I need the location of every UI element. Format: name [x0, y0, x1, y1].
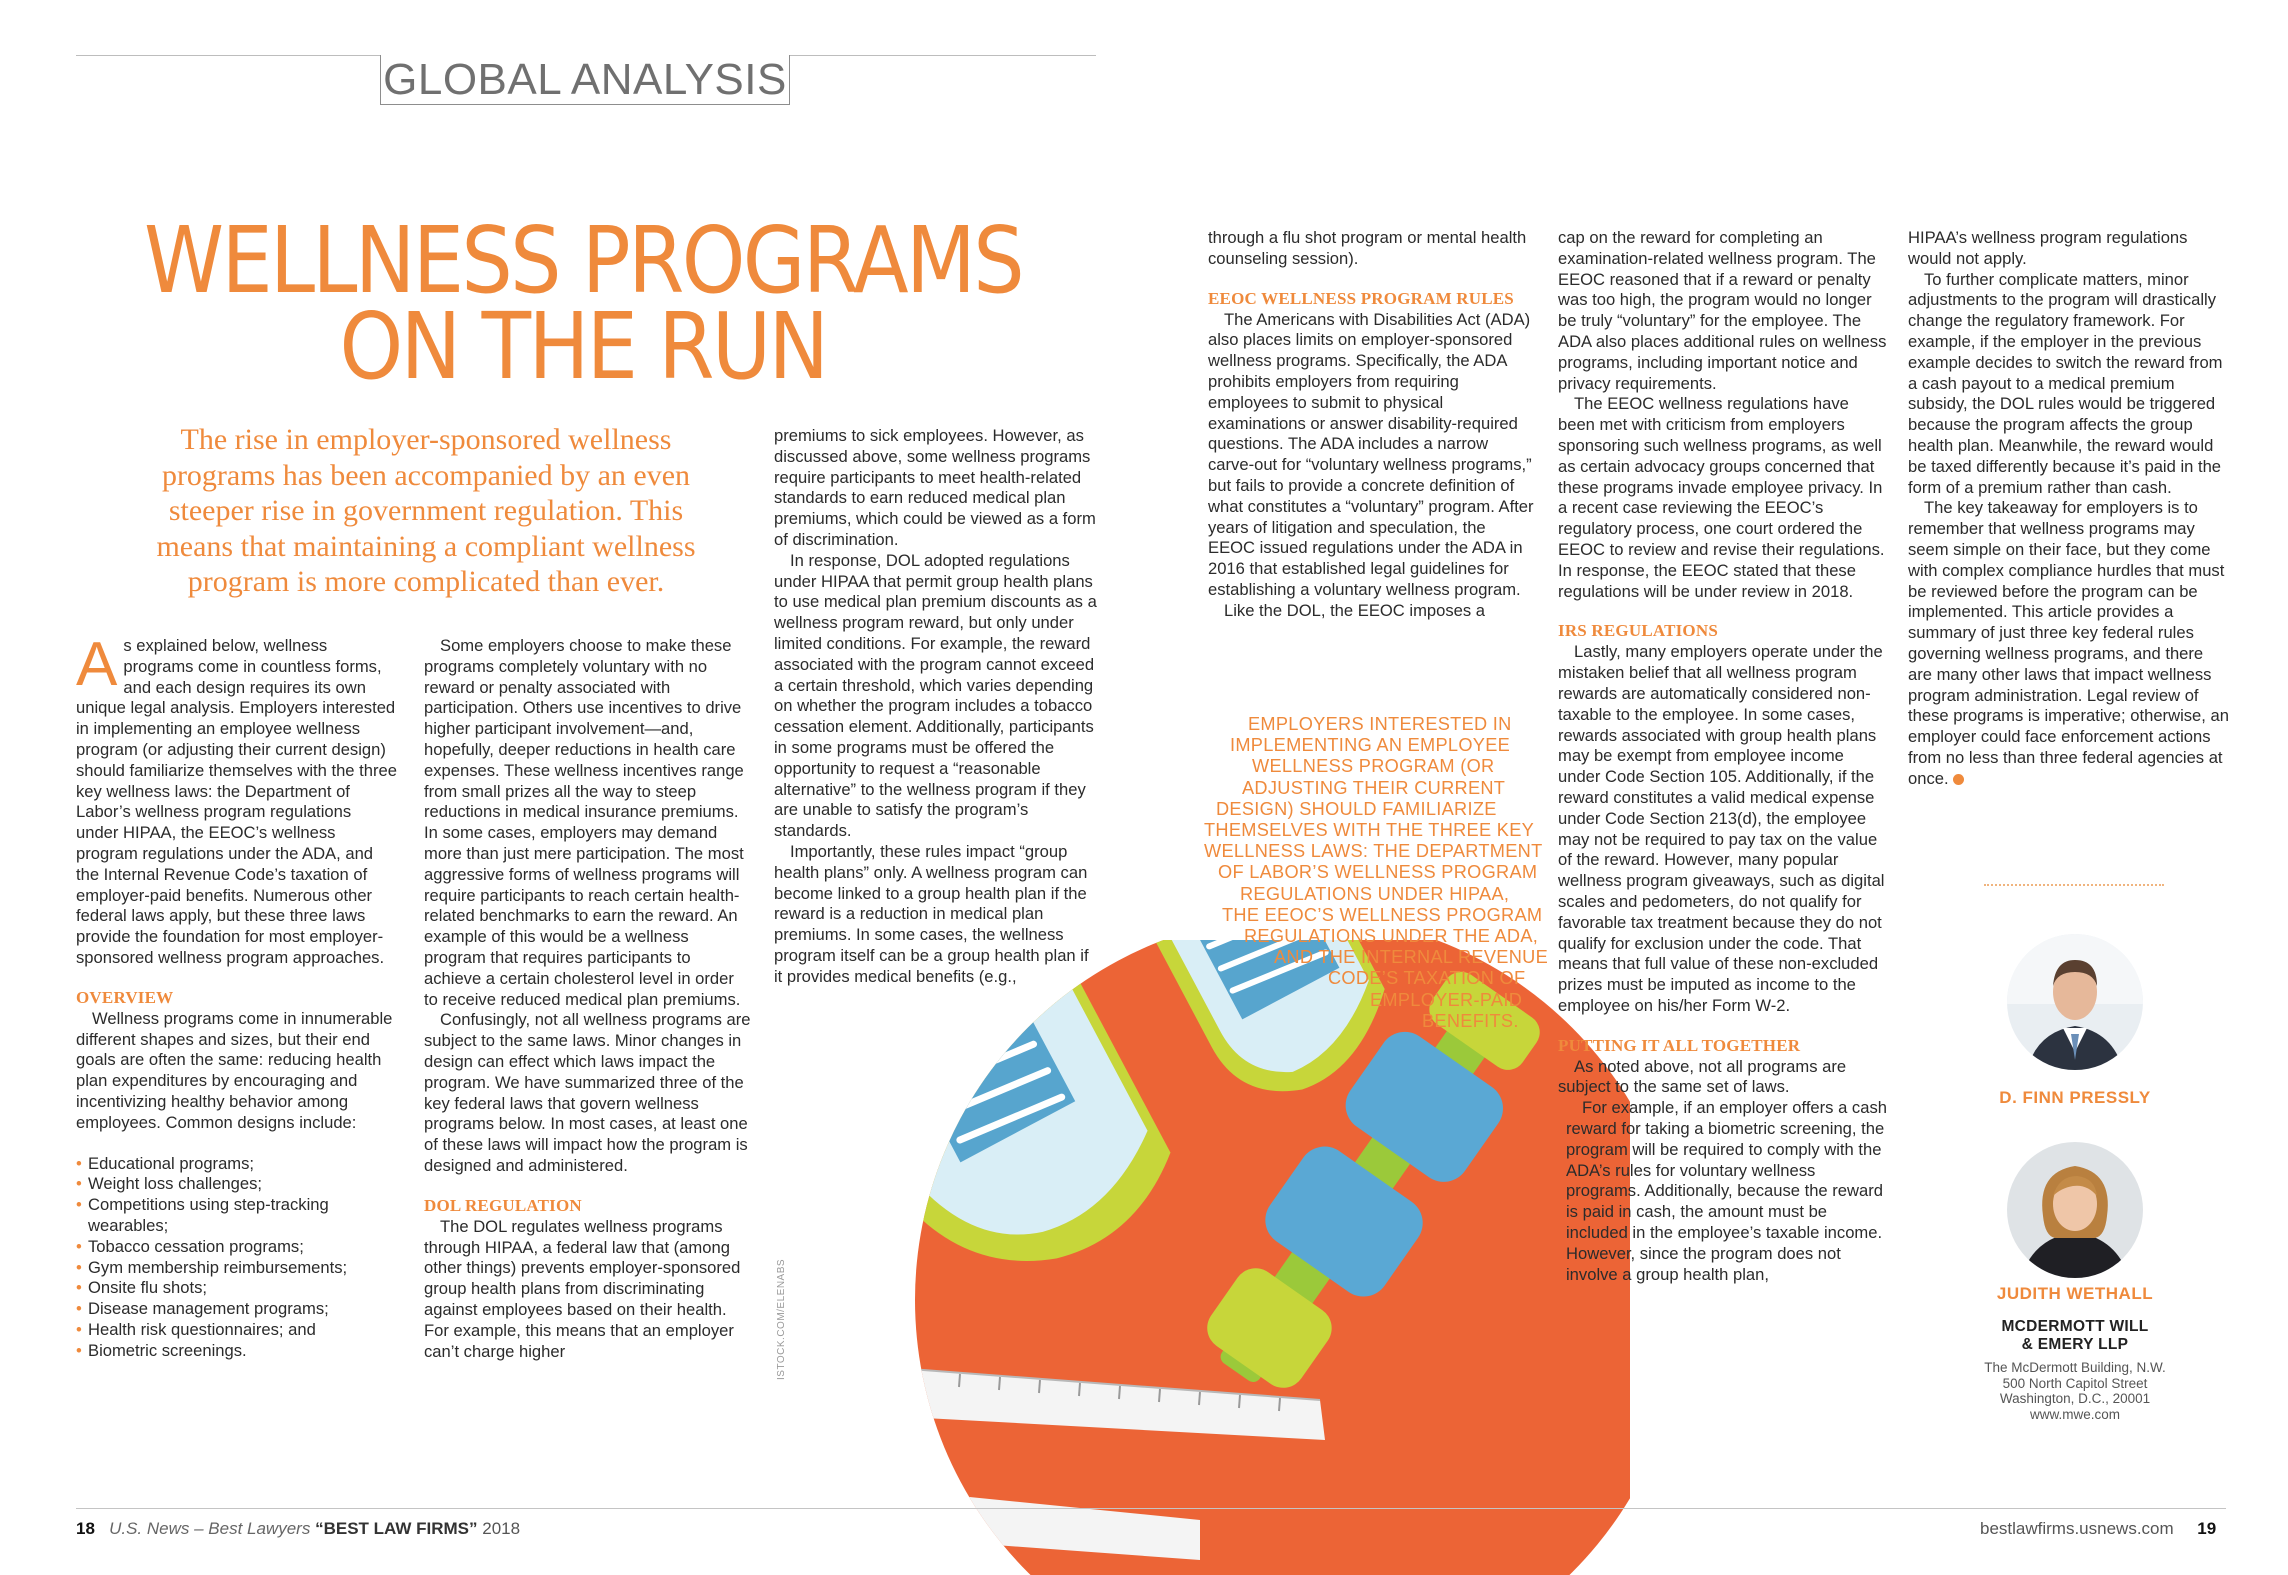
list-item: • Competitions using step-tracking wearables; — [76, 1195, 398, 1237]
pull-quote-line: WELLNESS PROGRAM (OR — [1252, 756, 1495, 777]
pull-quote-line: REGULATIONS UNDER HIPAA, — [1240, 883, 1510, 904]
paragraph: For example, if an employer offers a cash reward for taking a biometric screening, the program will be required to comply with the ADA’s rules for voluntary wellness programs. Additionally, because the reward is paid in cash, the amount must be included in the employee’s taxable income. However, since the program does not involve a group health plan, — [1566, 1098, 1887, 1284]
publication-title: “BEST LAW FIRMS” — [315, 1519, 478, 1538]
pull-quote-line: WELLNESS LAWS: THE DEPARTMENT — [1204, 841, 1543, 862]
paragraph — [1908, 498, 2230, 789]
headline-line-2: ON THE RUN — [339, 293, 827, 400]
paragraph: The EEOC wellness regulations have been met with criticism from employers sponsoring such wellness programs, as well as certain advocacy groups concerned that these programs invade employee privacy. In a recent case reviewing the EEOC’s regulatory process, one court ordered the EEOC to review and revise their regulations. In response, the EEOC stated that these regulations will be under review in 2018. — [1558, 394, 1885, 601]
paragraph: premiums to sick employees. However, as discussed above, some wellness programs require participants to meet health-related standards to earn reduced medical plan premiums, which could be viewed as a form of discrimination. — [774, 426, 1096, 549]
paragraph: The Americans with Disabilities Act (ADA) also places limits on employer-sponsored wellness programs. Specifically, the ADA prohibits employers from requiring employees to submit to physical examinations or answer disability-required questions. The ADA includes a narrow carve-out for “voluntary wellness programs,” but fails to provide a concrete definition of what constitutes a “voluntary” program. After years of litigation and speculation, the EEOC issued regulations under the ADA in 2016 that established legal guidelines for establishing a voluntary wellness program. — [1208, 309, 1534, 599]
headline-line-1: WELLNESS PROGRAMS — [144, 207, 1022, 314]
pull-quote-line: DESIGN) SHOULD FAMILIARIZE — [1216, 798, 1497, 819]
photo-credit: ISTOCK.COM/ELENABS — [776, 1258, 787, 1380]
firm-website: www.mwe.com — [2029, 1406, 2120, 1422]
column-2 — [424, 636, 752, 1362]
section-heading-irs: IRS REGULATIONS — [1558, 621, 1718, 641]
pull-quote-line: CODE’S TAXATION OF — [1328, 968, 1526, 989]
paragraph: Wellness programs come in innumerable different shapes and sizes, but their end goals are often the same: reducing health plan expenditures by encouraging and incentivizing healthy behavior among employees. Common designs include: — [76, 1008, 393, 1132]
paragraph: Like the DOL, the EEOC imposes a — [1224, 600, 1486, 620]
paragraph: In response, DOL adopted regulations under HIPAA that permit group health plans to use medical plan premium discounts as a wellness program reward, but only under limited conditions. For example, the reward associated with the program cannot exceed a certain threshold, which varies depending on whether the program includes a tobacco cessation element. Additionally, participants in some programs must be offered the opportunity to request a “reasonable alternative” to the wellness program if they are unable to satisfy the program’s standards. — [774, 550, 1097, 841]
paragraph: Importantly, these rules impact “group health plans” only. A wellness program can become linked to a group health plan if the reward is a reduction in medical plan premiums. In some cases, the wellness program itself can be a group health plan if it provides medical benefits (e.g., — [774, 841, 1089, 986]
paragraph: To further complicate matters, minor adjustments to the program will drastically change the regulatory framework. For example, if the employer in the previous example decides to switch the reward from a cash payout to a medical premium subsidy, the DOL rules would be triggered because the program affects the group health plan. Meanwhile, the reward would be taxed differently because it’s paid in the form of a premium rather than cash. — [1908, 269, 2223, 497]
pull-quote-line: IMPLEMENTING AN EMPLOYEE — [1230, 735, 1511, 756]
paragraph: HIPAA’s wellness program regulations would not apply. — [1908, 228, 2188, 268]
author-name-wethall: JUDITH WETHALL — [1996, 1284, 2154, 1303]
list-item: • Weight loss challenges; — [76, 1174, 398, 1195]
firm-name — [1960, 1318, 2190, 1354]
address-line: Washington, D.C., 20001 — [1999, 1391, 2151, 1406]
pull-quote-line: THEMSELVES WITH THE THREE KEY — [1204, 820, 1535, 841]
page-number-right: 19 — [2197, 1519, 2217, 1538]
column-3 — [774, 426, 1100, 988]
pull-quote-line: ADJUSTING THEIR CURRENT — [1242, 777, 1506, 798]
design-list — [76, 1154, 398, 1362]
author-photo-pressly — [2007, 934, 2143, 1070]
column-6 — [1908, 228, 2230, 790]
author-divider — [1984, 884, 2164, 886]
address-line: 500 North Capitol Street — [2002, 1375, 2148, 1391]
firm-name-line: MCDERMOTT WILL — [2001, 1318, 2149, 1335]
pull-quote-line: AND THE INTERNAL REVENUE — [1274, 947, 1548, 968]
headline — [137, 207, 1029, 400]
footer-rule — [76, 1508, 2226, 1509]
deck-line: programs has been accompanied by an even — [161, 458, 691, 492]
deck-line: means that maintaining a compliant wellness — [156, 529, 696, 563]
pull-quote-line: THE EEOC’S WELLNESS PROGRAM — [1222, 904, 1543, 925]
address-line: The McDermott Building, N.W. — [1984, 1360, 2166, 1375]
page-number-left: 18 — [76, 1519, 95, 1538]
paragraph: Confusingly, not all wellness programs are subject to the same laws. Minor changes in design can effect which laws impact the program. We have summarized three of the key federal laws that govern wellness programs below. In most cases, at least one of these laws will impact how the program is designed and administered. — [424, 1010, 751, 1175]
wellness-illustration — [800, 940, 1630, 1575]
section-label: GLOBAL ANALYSIS — [383, 55, 787, 104]
deck-line: steeper rise in government regulation. This — [168, 494, 684, 527]
pull-quote-line: REGULATIONS UNDER THE ADA, — [1244, 926, 1539, 947]
section-heading-eeoc: EEOC WELLNESS PROGRAM RULES — [1208, 288, 1514, 308]
paragraph: As noted above, not all programs are subject to the same set of laws. — [1558, 1056, 1847, 1097]
list-item: • Tobacco cessation programs; — [76, 1237, 398, 1258]
publication-year: 2018 — [482, 1519, 521, 1538]
deck-line: The rise in employer-sponsored wellness — [180, 423, 672, 456]
column-1 — [76, 630, 398, 1362]
publication-name: U.S. News – Best Lawyers — [109, 1519, 311, 1538]
list-item: • Onsite flu shots; — [76, 1278, 398, 1299]
paragraph: cap on the reward for completing an examination-related wellness program. The EEOC reasoned that if a reward or penalty was too high, the program would no longer be truly “voluntary” for the employee. The ADA also places additional rules on wellness programs, including important notice and privacy requirements. — [1558, 228, 1887, 393]
pull-quote-line: EMPLOYERS INTERESTED IN — [1248, 714, 1512, 734]
intro-text: s explained below, wellness programs come in countless forms, and each design requires its own unique legal analysis. Employers interested in implementing an employee wellness program (or adjusting their current design) should familiarize themselves with the three key wellness laws: the Department of Labor’s wellness program regulations under HIPAA, the EEOC’s wellness program regulations under the ADA, and the Internal Revenue Code’s taxation of employer-paid benefits. Numerous other federal laws apply, but these three laws provide the foundation for most employer-sponsored wellness program approaches. — [76, 636, 397, 967]
paragraph: Lastly, many employers operate under the mistaken belief that all wellness program rewards are automatically considered non-taxable to the employee. In some cases, rewards associated with group health plans may be exempt from employee income under Code Section 105. Additionally, if the reward constitutes a valid medical expense under Code Section 213(d), the employee may not be required to pay tax on the value of the reward. However, many popular wellness program giveaways, such as digital scales and pedometers, do not qualify for favorable tax treatment because they do not qualify for exclusion under the code. That means that full value of these non-excluded prizes must be imputed as income to the employee on his/her Form W-2. — [1558, 642, 1885, 1015]
firm-address — [1960, 1360, 2190, 1422]
footer-url: bestlawfirms.usnews.com — [1980, 1519, 2174, 1538]
footer-right — [1980, 1518, 2216, 1540]
list-item: • Educational programs; — [76, 1154, 398, 1175]
list-item: • Gym membership reimbursements; — [76, 1258, 398, 1279]
footer-left — [76, 1518, 520, 1540]
list-item: • Biometric screenings. — [76, 1341, 398, 1362]
deck-line: program is more complicated than ever. — [187, 565, 665, 598]
closing-text: The key takeaway for employers is to remember that wellness programs may seem simple on their face, but they come with complex compliance hurdles that must be reviewed before the program can be implemented. This article provides a summary of just three key federal rules governing wellness programs, and there are many other laws that impact wellness program administration. Legal review of these programs is imperative; otherwise, an employer could face enforcement actions from no less than three federal agencies at once. — [1908, 498, 2229, 788]
pull-quote-line: OF LABOR’S WELLNESS PROGRAM — [1218, 862, 1538, 883]
paragraph: Some employers choose to make these programs completely voluntary with no reward or penalty associated with participation. Others use incentives to drive higher participant involvement—and, hopefully, deeper reductions in health care expenses. These wellness incentives range from small prizes all the way to steep reductions in medical insurance premiums. In some cases, employers may demand more than just mere participation. The most aggressive forms of wellness programs will require participants to reach certain health-related benchmarks to earn the reward. An example of this would be a wellness program that requires participants to achieve a certain cholesterol level in order to receive reduced medical plan premiums. — [424, 636, 744, 1009]
end-mark-icon — [1953, 774, 1964, 785]
pull-quote-line: EMPLOYER-PAID — [1370, 989, 1523, 1010]
intro-paragraph — [76, 630, 398, 969]
pull-quote-line: BENEFITS. — [1422, 1010, 1519, 1031]
section-heading-together: PUTTING IT ALL TOGETHER — [1558, 1035, 1801, 1055]
section-heading-dol: DOL REGULATION — [424, 1195, 582, 1215]
pull-quote — [1204, 714, 1548, 1032]
deck — [76, 422, 776, 600]
drop-cap: A — [76, 630, 118, 699]
section-heading-overview: OVERVIEW — [76, 987, 174, 1007]
paragraph: through a flu shot program or mental health counseling session). — [1208, 228, 1527, 268]
list-item: • Disease management programs; — [76, 1299, 398, 1320]
paragraph: The DOL regulates wellness programs through HIPAA, a federal law that (among other things) prevents employer-sponsored group health plans from discriminating against employees based on their health. For example, this means that an employer can’t charge higher — [424, 1216, 741, 1361]
column-5 — [1558, 228, 1890, 1285]
firm-name-line: & EMERY LLP — [2021, 1336, 2129, 1353]
list-item: • Health risk questionnaires; and — [76, 1320, 398, 1341]
column-4 — [1208, 228, 1536, 622]
author-name-pressly: D. FINN PRESSLY — [1999, 1088, 2151, 1107]
author-photo-wethall — [2007, 1142, 2143, 1278]
